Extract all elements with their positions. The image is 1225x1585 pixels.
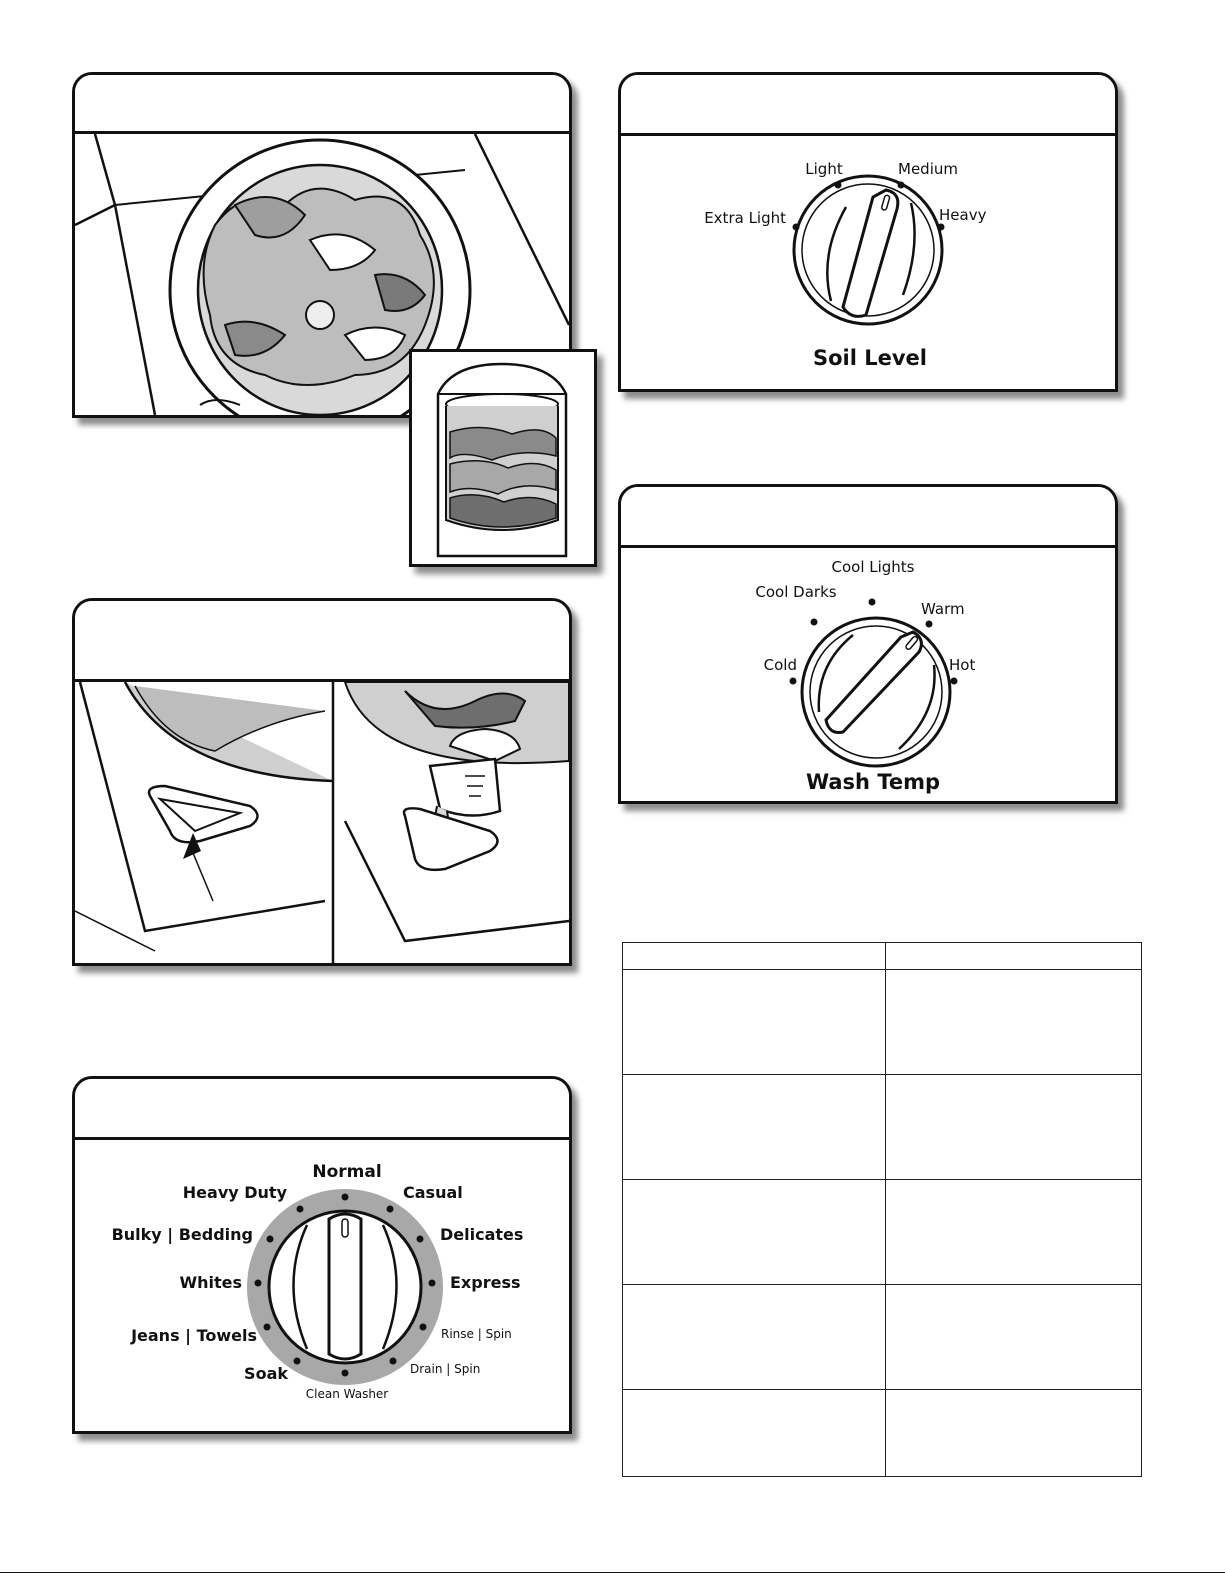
soil-medium-label: Medium	[898, 160, 958, 178]
wash-temp-knob	[621, 487, 1115, 801]
cycle-jeans-towels-label: Jeans | Towels	[131, 1326, 257, 1345]
table-row	[623, 1390, 1142, 1477]
table-header-cell	[886, 943, 1142, 970]
cycle-knob-panel	[72, 1076, 572, 1434]
cycle-delicates-label: Delicates	[440, 1225, 524, 1244]
wash-temp-title: Wash Temp	[805, 770, 941, 794]
table-row	[623, 1075, 1142, 1180]
soil-level-title: Soil Level	[812, 346, 928, 370]
table-cell	[886, 1285, 1142, 1390]
table-cell	[623, 970, 886, 1075]
table-cell	[623, 1180, 886, 1285]
page-footer-rule	[0, 1572, 1225, 1573]
cycle-soak-label: Soak	[244, 1364, 288, 1383]
cycle-bulky-bedding-label: Bulky | Bedding	[111, 1225, 253, 1244]
wash-temp-panel	[618, 484, 1118, 804]
cycle-clean-washer-label: Clean Washer	[305, 1387, 389, 1401]
soil-level-panel	[618, 72, 1118, 392]
cycle-knob-graphic	[75, 1079, 569, 1431]
cycle-guide-table	[622, 942, 1142, 1477]
inset-panel	[409, 349, 597, 567]
table-cell	[886, 1180, 1142, 1285]
table-cell	[886, 970, 1142, 1075]
table-header-cell	[623, 943, 886, 970]
soil-extra-light-label: Extra Light	[704, 209, 786, 227]
table-cell	[886, 1075, 1142, 1180]
soil-level-knob	[621, 75, 1115, 389]
table-row	[623, 1180, 1142, 1285]
soil-heavy-label: Heavy	[939, 206, 987, 224]
cycle-heavy-duty-label: Heavy Duty	[182, 1183, 287, 1202]
cycle-rinse-spin-label: Rinse | Spin	[441, 1327, 512, 1341]
table-row	[623, 1285, 1142, 1390]
temp-cool-darks-label: Cool Darks	[755, 583, 837, 601]
cycle-whites-label: Whites	[179, 1273, 242, 1292]
table-cell	[886, 1390, 1142, 1477]
table-cell	[623, 1285, 886, 1390]
table-header-row	[623, 943, 1142, 970]
table-cell	[623, 1390, 886, 1477]
table-row	[623, 970, 1142, 1075]
cycle-drain-spin-label: Drain | Spin	[410, 1362, 481, 1376]
temp-hot-label: Hot	[949, 656, 976, 674]
temp-cold-label: Cold	[763, 656, 797, 674]
detergent-panel	[72, 598, 572, 966]
washer-side-view-icon	[412, 352, 594, 564]
table-cell	[623, 1075, 886, 1180]
soil-light-label: Light	[805, 160, 843, 178]
cycle-normal-label: Normal	[312, 1162, 382, 1182]
temp-cool-lights-label: Cool Lights	[831, 558, 915, 576]
cycle-express-label: Express	[450, 1273, 521, 1292]
cycle-casual-label: Casual	[403, 1183, 463, 1202]
temp-warm-label: Warm	[921, 600, 965, 618]
detergent-dispenser-icon	[75, 601, 569, 963]
